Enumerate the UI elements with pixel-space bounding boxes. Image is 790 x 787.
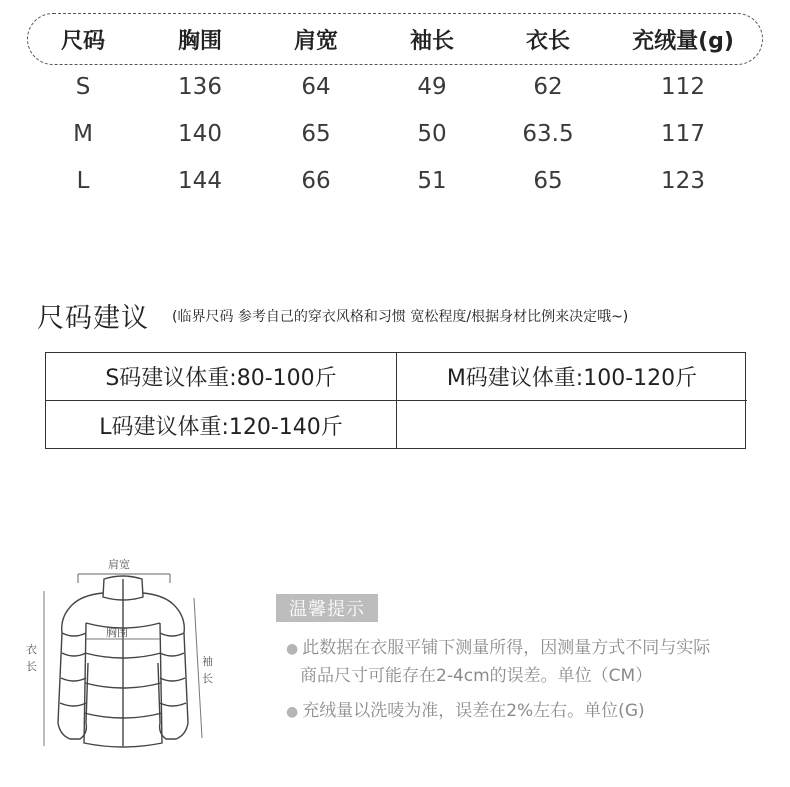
weight-cell-s: S码建议体重:80-100斤 (46, 353, 396, 401)
table-row (27, 161, 763, 201)
size-table-header (27, 13, 763, 65)
cell-size: M (73, 121, 93, 147)
table-row (27, 114, 763, 154)
cell-length: 65 (533, 168, 563, 194)
cell-chest: 144 (178, 168, 222, 194)
length-label-2: 长 (26, 660, 37, 673)
weight-suggestion-table (45, 352, 746, 449)
tips-badge: 温馨提示 (276, 594, 378, 622)
header-shoulder: 肩宽 (293, 28, 338, 54)
header-size: 尺码 (60, 28, 105, 54)
jacket-measurement-diagram (22, 553, 222, 758)
bullet-icon: ● (286, 704, 299, 720)
tip-measurement (286, 635, 710, 690)
suggestion-title: 尺码建议 (37, 303, 149, 334)
cell-shoulder: 64 (301, 74, 331, 100)
cell-size: L (76, 168, 90, 194)
cell-sleeve: 49 (417, 74, 447, 100)
cell-down-fill: 117 (661, 121, 705, 147)
cell-sleeve: 51 (417, 168, 447, 194)
cell-down-fill: 123 (661, 168, 705, 194)
header-sleeve: 袖长 (409, 28, 454, 54)
tip-line2: 充绒量以洗唛为准，误差在2%左右。单位(G) (302, 701, 645, 721)
chest-label: 胸围 (106, 626, 128, 639)
suggestion-note: (临界尺码 参考自己的穿衣风格和习惯 宽松程度/根据身材比例来决定哦~) (172, 309, 629, 325)
weight-cell-m: M码建议体重:100-120斤 (396, 353, 747, 401)
weight-cell-empty (396, 401, 747, 449)
tip-line1: 此数据在衣服平铺下测量所得，因测量方式不同与实际 (302, 638, 711, 658)
shoulder-label: 肩宽 (108, 558, 130, 571)
cell-shoulder: 66 (301, 168, 331, 194)
header-length: 衣长 (525, 28, 570, 54)
header-down-fill: 充绒量(g) (632, 28, 734, 54)
cell-length: 62 (533, 74, 563, 100)
cell-down-fill: 112 (661, 74, 705, 100)
weight-cell-l: L码建议体重:120-140斤 (99, 414, 343, 440)
header-chest: 胸围 (177, 28, 222, 54)
cell-sleeve: 50 (417, 121, 447, 147)
cell-size: S (75, 74, 91, 100)
cell-chest: 140 (178, 121, 222, 147)
cell-chest: 136 (178, 74, 222, 100)
sleeve-label-2: 长 (202, 672, 213, 685)
table-row (27, 67, 763, 107)
sleeve-label-1: 袖 (202, 655, 213, 668)
tip-line1b: 商品尺寸可能存在2-4cm的误差。单位（CM） (300, 666, 653, 686)
length-label-1: 衣 (26, 643, 37, 656)
cell-length: 63.5 (522, 121, 574, 147)
bullet-icon: ● (286, 641, 299, 657)
tip-down-fill (286, 698, 645, 726)
cell-shoulder: 65 (301, 121, 331, 147)
